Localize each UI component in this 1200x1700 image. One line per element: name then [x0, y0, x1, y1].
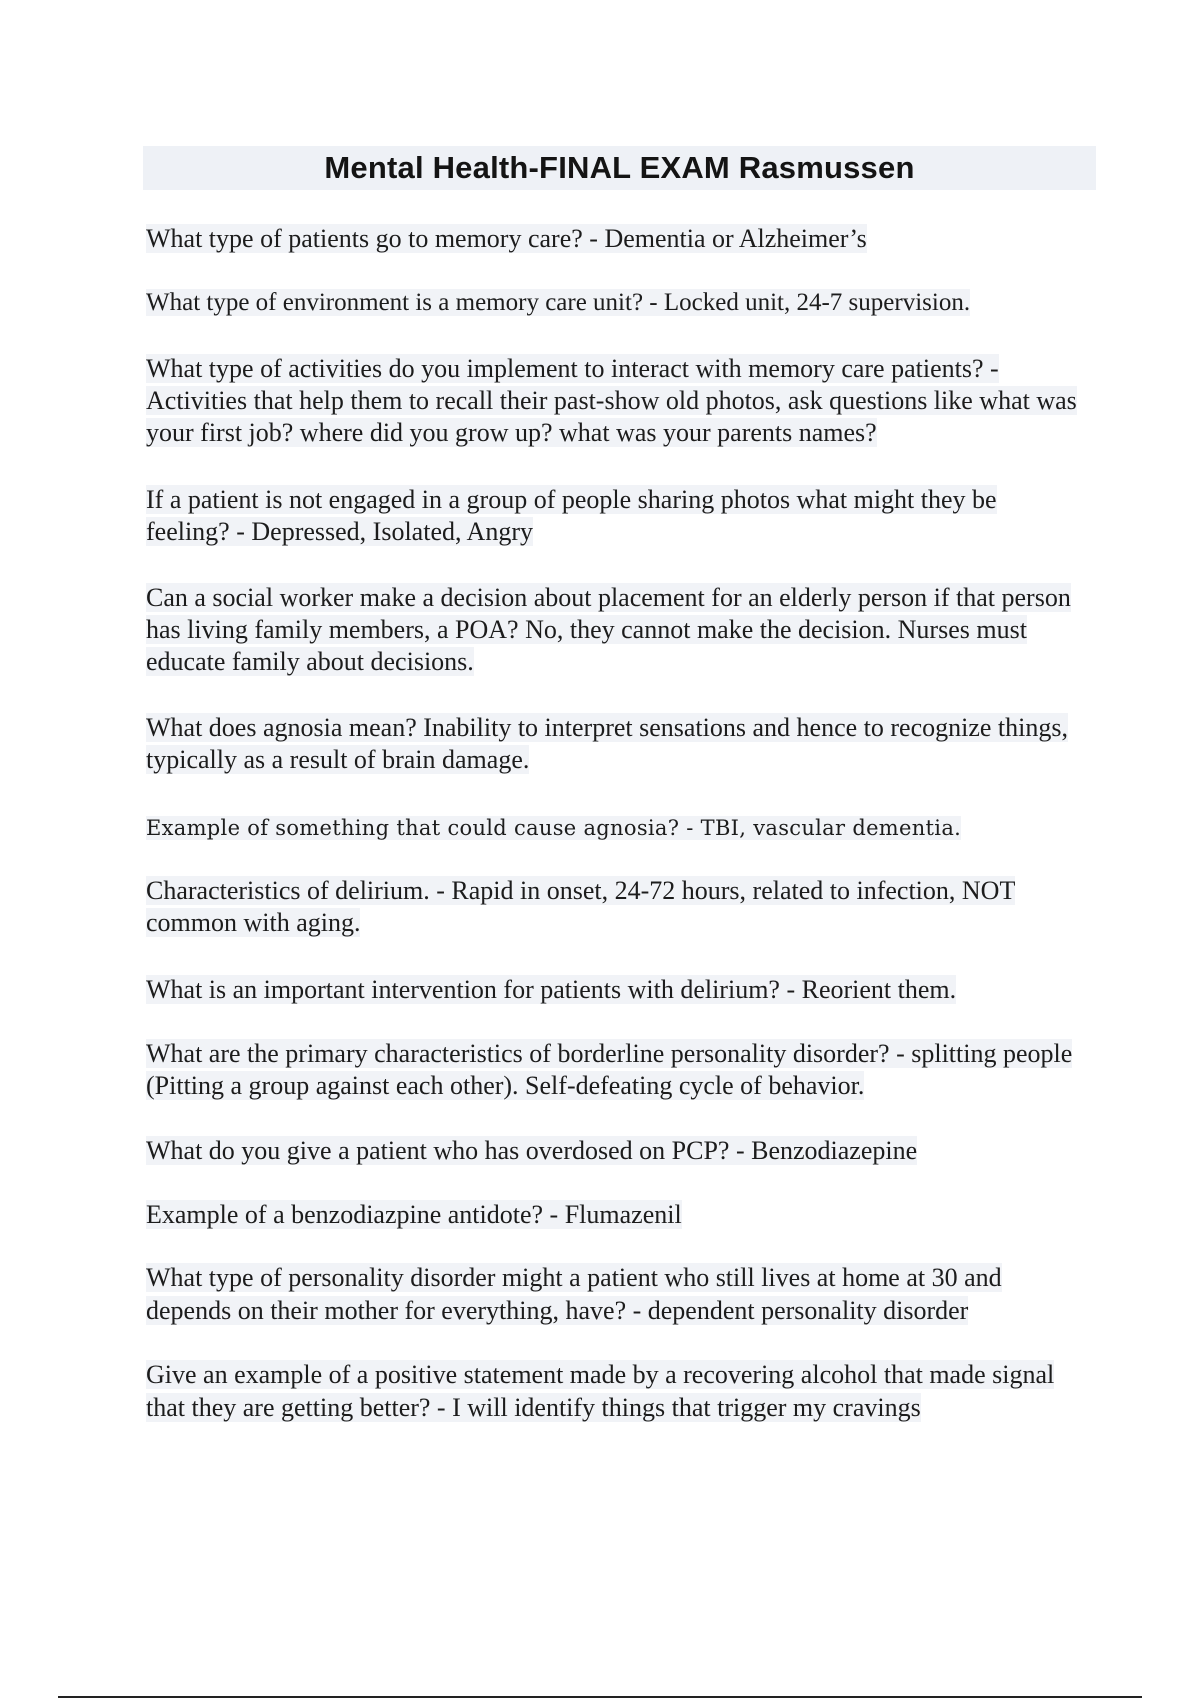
qa-item: Example of a benzodiazpine antidote? - Flumazenil — [146, 1200, 682, 1229]
qa-item: What type of patients go to memory care? - Dementia or Alzheimer’s — [146, 224, 867, 253]
qa-item: What are the primary characteristics of borderline personality disorder? - splitting people (Pitting a group against each other). Self-defeating cycle of behavior. — [146, 1039, 1073, 1100]
qa-item: What does agnosia mean? Inability to interpret sensations and hence to recognize things, typically as a result of brain damage. — [146, 713, 1068, 774]
qa-item: Characteristics of delirium. - Rapid in onset, 24-72 hours, related to infection, NOT common with aging. — [146, 876, 1016, 937]
qa-item: What type of personality disorder might a patient who still lives at home at 30 and depends on their mother for everything, have? - dependent personality disorder — [146, 1263, 1002, 1325]
footer-divider — [58, 1696, 1142, 1698]
qa-item: Can a social worker make a decision about placement for an elderly person if that person has living family members, a POA? No, they cannot make the decision. Nurses must educate family about decisions. — [146, 583, 1071, 676]
qa-item: What type of activities do you implement to interact with memory care patients? - Activities that help them to recall their past-show old photos, ask questions like what was your first job? where did you grow up? what was your parents names? — [146, 354, 1077, 447]
qa-item: What is an important intervention for patients with delirium? - Reorient them. — [146, 975, 957, 1004]
qa-item: If a patient is not engaged in a group of people sharing photos what might they be feeling? - Depressed, Isolated, Angry — [146, 485, 997, 546]
page-title: Mental Health-FINAL EXAM Rasmussen — [324, 150, 915, 185]
qa-item: Give an example of a positive statement made by a recovering alcohol that made signal that they are getting better? - I will identify things that trigger my cravings — [146, 1360, 1055, 1422]
qa-item: Example of something that could cause agnosia? - TBI, vascular dementia. — [146, 816, 962, 840]
qa-item: What do you give a patient who has overdosed on PCP? - Benzodiazepine — [146, 1136, 918, 1165]
qa-item: What type of environment is a memory care unit? - Locked unit, 24-7 supervision. — [146, 289, 971, 316]
title-banner — [143, 146, 1096, 190]
